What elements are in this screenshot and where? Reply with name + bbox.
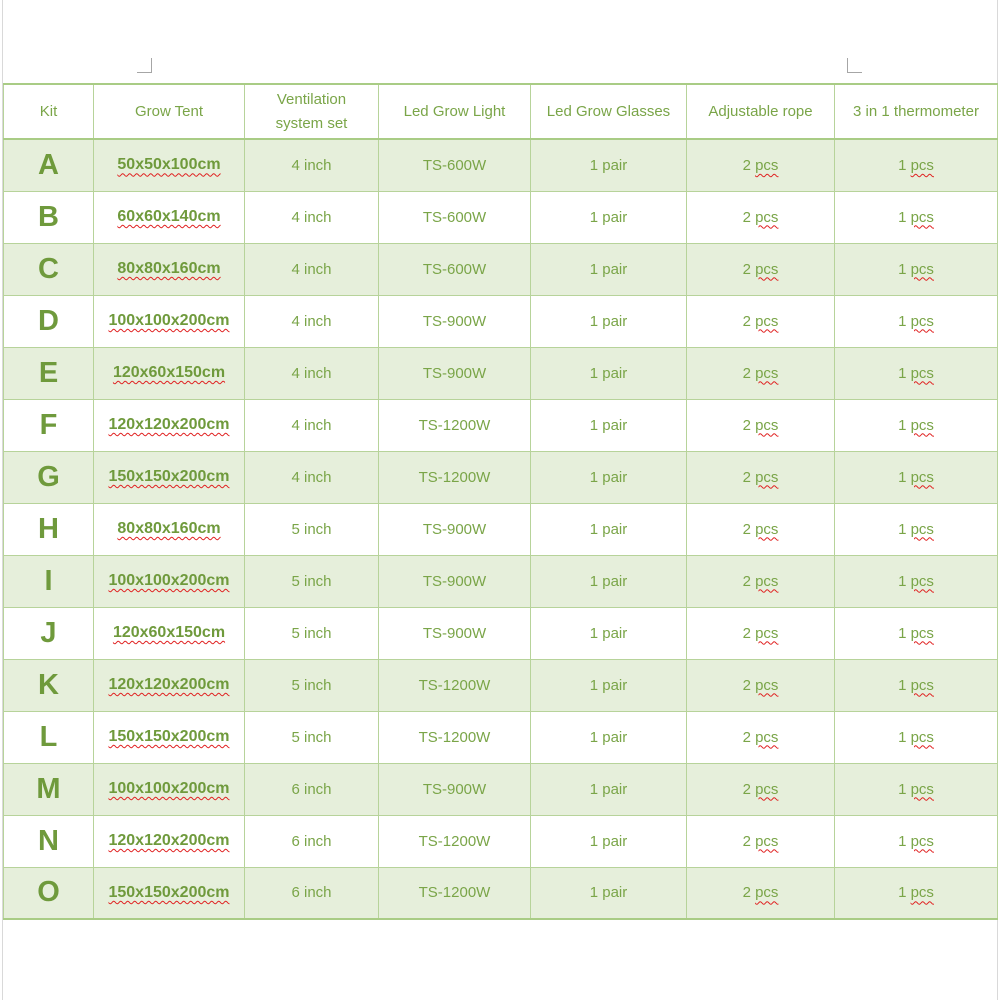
kit-letter[interactable]: D	[4, 295, 94, 347]
rope-unit: pcs	[755, 312, 779, 330]
thermo-qty: 1	[898, 780, 907, 798]
thermo-unit: pcs	[910, 520, 934, 538]
text-boundary-corner-right	[847, 58, 862, 73]
thermo-qty: 1	[898, 520, 907, 538]
rope-unit: pcs	[755, 676, 779, 694]
led-grow-glasses-qty[interactable]: 1 pair	[531, 191, 687, 243]
kit-letter[interactable]: M	[4, 763, 94, 815]
kit-letter[interactable]: C	[4, 243, 94, 295]
tent-size-text: 150x150x200cm	[108, 728, 230, 745]
header-thermometer[interactable]: 3 in 1 thermometer	[835, 84, 998, 139]
thermometer-qty[interactable]	[835, 763, 998, 815]
rope-unit: pcs	[755, 416, 779, 434]
header-ventilation-line-2: system set	[275, 114, 348, 132]
ventilation-size[interactable]: 5 inch	[245, 503, 379, 555]
grow-tent-size[interactable]	[94, 659, 245, 711]
led-grow-glasses-qty[interactable]: 1 pair	[531, 607, 687, 659]
thermometer-qty[interactable]	[835, 243, 998, 295]
kit-letter[interactable]: B	[4, 191, 94, 243]
tent-size-text: 120x60x150cm	[112, 624, 226, 641]
led-grow-glasses-qty[interactable]: 1 pair	[531, 711, 687, 763]
thermo-unit: pcs	[910, 156, 934, 174]
led-grow-glasses-qty[interactable]: 1 pair	[531, 659, 687, 711]
thermo-unit: pcs	[910, 832, 934, 850]
table-row	[4, 347, 998, 399]
ventilation-size[interactable]: 4 inch	[245, 191, 379, 243]
ventilation-size[interactable]: 6 inch	[245, 815, 379, 867]
rope-unit: pcs	[755, 468, 779, 486]
table-row	[4, 607, 998, 659]
rope-unit: pcs	[755, 520, 779, 538]
table-row	[4, 659, 998, 711]
led-grow-glasses-qty[interactable]: 1 pair	[531, 243, 687, 295]
tent-size-text: 120x120x200cm	[108, 416, 230, 433]
thermo-qty: 1	[898, 468, 907, 486]
thermo-unit: pcs	[910, 572, 934, 590]
table-row	[4, 451, 998, 503]
grow-tent-size[interactable]	[94, 763, 245, 815]
led-grow-light-model[interactable]: TS-600W	[379, 139, 531, 191]
table-row	[4, 867, 998, 919]
led-grow-light-model[interactable]: TS-900W	[379, 607, 531, 659]
tent-size-text: 80x80x160cm	[117, 520, 221, 537]
ventilation-size[interactable]: 5 inch	[245, 711, 379, 763]
header-row	[4, 84, 998, 139]
rope-unit: pcs	[755, 208, 779, 226]
rope-unit: pcs	[755, 624, 779, 642]
led-grow-light-model[interactable]: TS-900W	[379, 555, 531, 607]
thermo-unit: pcs	[910, 260, 934, 278]
thermo-unit: pcs	[910, 676, 934, 694]
grow-tent-size[interactable]	[94, 711, 245, 763]
kit-letter[interactable]: H	[4, 503, 94, 555]
ventilation-size[interactable]: 5 inch	[245, 659, 379, 711]
adjustable-rope-qty[interactable]	[687, 139, 835, 191]
led-grow-glasses-qty[interactable]: 1 pair	[531, 555, 687, 607]
led-grow-light-model[interactable]: TS-900W	[379, 295, 531, 347]
kit-letter[interactable]: L	[4, 711, 94, 763]
table-row	[4, 503, 998, 555]
adjustable-rope-qty[interactable]	[687, 503, 835, 555]
rope-unit: pcs	[755, 364, 779, 382]
kit-letter[interactable]: J	[4, 607, 94, 659]
adjustable-rope-qty[interactable]	[687, 659, 835, 711]
header-grow-tent[interactable]: Grow Tent	[94, 84, 245, 139]
rope-qty: 2	[742, 676, 751, 694]
grow-tent-size[interactable]	[94, 243, 245, 295]
thermo-unit: pcs	[910, 416, 934, 434]
tent-size-text: 120x120x200cm	[108, 676, 230, 693]
led-grow-light-model[interactable]: TS-1200W	[379, 399, 531, 451]
grow-tent-size[interactable]	[94, 295, 245, 347]
led-grow-glasses-qty[interactable]: 1 pair	[531, 347, 687, 399]
kit-letter[interactable]: N	[4, 815, 94, 867]
table-row	[4, 763, 998, 815]
thermo-unit: pcs	[910, 364, 934, 382]
rope-qty: 2	[742, 728, 751, 746]
kit-letter[interactable]: A	[4, 139, 94, 191]
led-grow-light-model[interactable]: TS-1200W	[379, 815, 531, 867]
thermometer-qty[interactable]	[835, 607, 998, 659]
led-grow-light-model[interactable]: TS-1200W	[379, 659, 531, 711]
led-grow-light-model[interactable]: TS-900W	[379, 763, 531, 815]
led-grow-light-model[interactable]: TS-600W	[379, 243, 531, 295]
rope-qty: 2	[742, 832, 751, 850]
rope-unit: pcs	[755, 780, 779, 798]
thermometer-qty[interactable]	[835, 711, 998, 763]
tent-size-text: 100x100x200cm	[108, 780, 230, 797]
tent-size-text: 150x150x200cm	[108, 468, 230, 485]
rope-unit: pcs	[755, 156, 779, 174]
header-adjustable-rope[interactable]: Adjustable rope	[687, 84, 835, 139]
adjustable-rope-qty[interactable]	[687, 295, 835, 347]
grow-tent-size[interactable]	[94, 867, 245, 919]
table-row	[4, 139, 998, 191]
thermometer-qty[interactable]	[835, 347, 998, 399]
ventilation-size[interactable]: 4 inch	[245, 451, 379, 503]
led-grow-glasses-qty[interactable]: 1 pair	[531, 867, 687, 919]
table-row	[4, 815, 998, 867]
tent-size-text: 120x120x200cm	[108, 832, 230, 849]
ventilation-size[interactable]: 4 inch	[245, 399, 379, 451]
table-row	[4, 295, 998, 347]
thermometer-qty[interactable]	[835, 659, 998, 711]
kit-letter[interactable]: I	[4, 555, 94, 607]
adjustable-rope-qty[interactable]	[687, 555, 835, 607]
led-grow-glasses-qty[interactable]: 1 pair	[531, 399, 687, 451]
rope-unit: pcs	[755, 572, 779, 590]
rope-qty: 2	[742, 156, 751, 174]
grow-tent-size[interactable]	[94, 191, 245, 243]
rope-qty: 2	[742, 364, 751, 382]
adjustable-rope-qty[interactable]	[687, 243, 835, 295]
led-grow-glasses-qty[interactable]: 1 pair	[531, 139, 687, 191]
tent-size-text: 100x100x200cm	[108, 312, 230, 329]
adjustable-rope-qty[interactable]	[687, 607, 835, 659]
thermo-qty: 1	[898, 312, 907, 330]
table-row	[4, 399, 998, 451]
led-grow-glasses-qty[interactable]: 1 pair	[531, 295, 687, 347]
header-led-grow-light[interactable]: Led Grow Light	[379, 84, 531, 139]
thermo-unit: pcs	[910, 884, 934, 902]
table-row	[4, 555, 998, 607]
thermo-qty: 1	[898, 676, 907, 694]
adjustable-rope-qty[interactable]	[687, 451, 835, 503]
rope-qty: 2	[742, 884, 751, 902]
led-grow-glasses-qty[interactable]: 1 pair	[531, 451, 687, 503]
rope-qty: 2	[742, 624, 751, 642]
thermo-qty: 1	[898, 208, 907, 226]
thermo-qty: 1	[898, 624, 907, 642]
kit-letter[interactable]: E	[4, 347, 94, 399]
adjustable-rope-qty[interactable]	[687, 815, 835, 867]
adjustable-rope-qty[interactable]	[687, 867, 835, 919]
kit-letter[interactable]: G	[4, 451, 94, 503]
rope-qty: 2	[742, 780, 751, 798]
thermo-unit: pcs	[910, 780, 934, 798]
rope-qty: 2	[742, 208, 751, 226]
led-grow-glasses-qty[interactable]: 1 pair	[531, 815, 687, 867]
table-row	[4, 191, 998, 243]
ventilation-size[interactable]: 4 inch	[245, 295, 379, 347]
rope-qty: 2	[742, 468, 751, 486]
grow-tent-size[interactable]	[94, 607, 245, 659]
thermo-qty: 1	[898, 572, 907, 590]
thermo-qty: 1	[898, 364, 907, 382]
rope-qty: 2	[742, 572, 751, 590]
led-grow-glasses-qty[interactable]: 1 pair	[531, 503, 687, 555]
rope-unit: pcs	[755, 728, 779, 746]
ventilation-size[interactable]: 6 inch	[245, 867, 379, 919]
tent-size-text: 80x80x160cm	[117, 260, 221, 277]
grow-tent-size[interactable]	[94, 139, 245, 191]
thermo-unit: pcs	[910, 468, 934, 486]
thermometer-qty[interactable]	[835, 867, 998, 919]
ventilation-size[interactable]: 6 inch	[245, 763, 379, 815]
adjustable-rope-qty[interactable]	[687, 399, 835, 451]
ventilation-size[interactable]: 4 inch	[245, 243, 379, 295]
rope-unit: pcs	[755, 832, 779, 850]
thermometer-qty[interactable]	[835, 503, 998, 555]
thermo-unit: pcs	[910, 728, 934, 746]
adjustable-rope-qty[interactable]	[687, 347, 835, 399]
grow-tent-size[interactable]	[94, 347, 245, 399]
led-grow-light-model[interactable]: TS-900W	[379, 503, 531, 555]
grow-tent-size[interactable]	[94, 503, 245, 555]
text-boundary-corner-left	[137, 58, 152, 73]
adjustable-rope-qty[interactable]	[687, 191, 835, 243]
tent-size-text: 120x60x150cm	[112, 364, 226, 381]
adjustable-rope-qty[interactable]	[687, 711, 835, 763]
rope-qty: 2	[742, 312, 751, 330]
tent-size-text: 50x50x100cm	[117, 156, 221, 174]
thermo-qty: 1	[898, 156, 907, 174]
thermo-qty: 1	[898, 884, 907, 902]
ventilation-size[interactable]: 4 inch	[245, 347, 379, 399]
thermometer-qty[interactable]	[835, 815, 998, 867]
led-grow-light-model[interactable]: TS-1200W	[379, 867, 531, 919]
thermo-qty: 1	[898, 728, 907, 746]
table-row	[4, 711, 998, 763]
grow-tent-size[interactable]	[94, 451, 245, 503]
tent-size-text: 100x100x200cm	[108, 572, 230, 589]
thermo-qty: 1	[898, 416, 907, 434]
rope-unit: pcs	[755, 884, 779, 902]
header-ventilation-line-1: Ventilation	[276, 90, 347, 108]
thermo-qty: 1	[898, 832, 907, 850]
table-row	[4, 243, 998, 295]
tent-size-text: 60x60x140cm	[117, 208, 221, 225]
ventilation-size[interactable]: 5 inch	[245, 607, 379, 659]
header-ventilation[interactable]	[245, 84, 379, 139]
thermo-unit: pcs	[910, 624, 934, 642]
kit-comparison-table	[3, 83, 998, 920]
thermometer-qty[interactable]	[835, 139, 998, 191]
thermometer-qty[interactable]	[835, 191, 998, 243]
thermo-unit: pcs	[910, 208, 934, 226]
thermo-unit: pcs	[910, 312, 934, 330]
rope-qty: 2	[742, 416, 751, 434]
thermometer-qty[interactable]	[835, 295, 998, 347]
led-grow-light-model[interactable]: TS-1200W	[379, 451, 531, 503]
kit-letter[interactable]: F	[4, 399, 94, 451]
thermometer-qty[interactable]	[835, 399, 998, 451]
thermometer-qty[interactable]	[835, 451, 998, 503]
thermo-qty: 1	[898, 260, 907, 278]
kit-letter[interactable]: O	[4, 867, 94, 919]
thermometer-qty[interactable]	[835, 555, 998, 607]
header-led-grow-glasses[interactable]: Led Grow Glasses	[531, 84, 687, 139]
rope-qty: 2	[742, 520, 751, 538]
led-grow-light-model[interactable]: TS-600W	[379, 191, 531, 243]
ventilation-size[interactable]: 4 inch	[245, 139, 379, 191]
rope-unit: pcs	[755, 260, 779, 278]
ventilation-size[interactable]: 5 inch	[245, 555, 379, 607]
led-grow-glasses-qty[interactable]: 1 pair	[531, 763, 687, 815]
header-kit[interactable]: Kit	[4, 84, 94, 139]
grow-tent-size[interactable]	[94, 399, 245, 451]
rope-qty: 2	[742, 260, 751, 278]
adjustable-rope-qty[interactable]	[687, 763, 835, 815]
tent-size-text: 150x150x200cm	[108, 883, 230, 901]
grow-tent-size[interactable]	[94, 815, 245, 867]
led-grow-light-model[interactable]: TS-1200W	[379, 711, 531, 763]
kit-letter[interactable]: K	[4, 659, 94, 711]
led-grow-light-model[interactable]: TS-900W	[379, 347, 531, 399]
grow-tent-size[interactable]	[94, 555, 245, 607]
